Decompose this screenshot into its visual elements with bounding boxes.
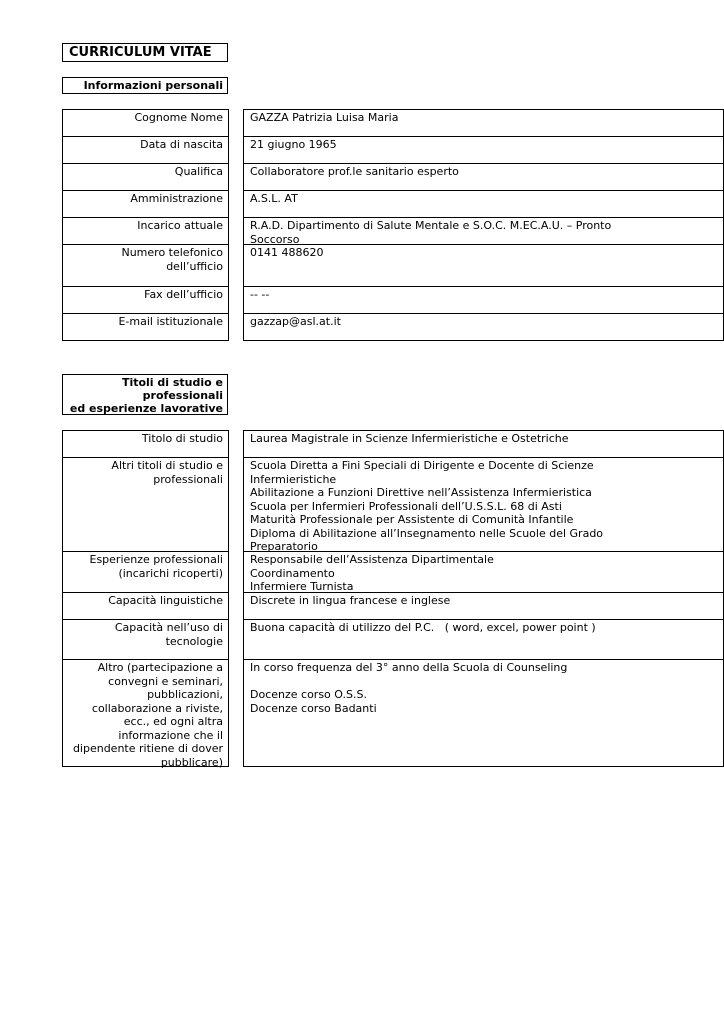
value-line: In corso frequenza del 3° anno della Scuola di Counseling	[250, 661, 568, 674]
value-line: R.A.D. Dipartimento di Salute Mentale e S.O.C. M.EC.A.U. – Pronto	[250, 219, 612, 232]
row-label: Qualifica	[62, 163, 229, 190]
row-value	[243, 217, 724, 244]
table-row	[62, 109, 662, 136]
label-line: Altri titoli di studio e	[111, 459, 223, 472]
table-row	[62, 190, 662, 217]
label-line: Capacità nell’uso di	[114, 621, 223, 634]
row-value: GAZZA Patrizia Luisa Maria	[243, 109, 724, 136]
row-value: Buona capacità di utilizzo del P.C. ( word, excel, power point )	[243, 619, 724, 659]
row-value	[243, 659, 724, 767]
value-line	[250, 675, 717, 689]
value-line: Docenze corso O.S.S.	[250, 688, 367, 701]
table-row	[62, 430, 662, 457]
label-line: dell’ufficio	[166, 259, 223, 273]
label-line: ecc., ed ogni altra	[123, 715, 223, 728]
table-row	[62, 217, 662, 244]
heading-line: ed esperienze lavorative	[69, 402, 223, 415]
label-line: Esperienze professionali	[89, 553, 223, 566]
row-label: Amministrazione	[62, 190, 229, 217]
row-label: Titolo di studio	[62, 430, 229, 457]
row-value: Laurea Magistrale in Scienze Infermieristiche e Ostetriche	[243, 430, 724, 457]
value-line: Coordinamento	[250, 566, 335, 580]
label-line: convegni e seminari,	[108, 674, 223, 688]
table-row	[62, 244, 662, 286]
value-line: Scuola per Infermieri Professionali dell’U.S.S.L. 68 di Asti	[250, 499, 562, 513]
table-row	[62, 286, 662, 313]
label-line: (incarichi ricoperti)	[118, 566, 223, 580]
value-line: Abilitazione a Funzioni Direttive nell’Assistenza Infermieristica	[250, 486, 592, 499]
label-line: dipendente ritiene di dover	[72, 742, 223, 755]
row-value: 0141 488620	[243, 244, 724, 286]
row-label: Data di nascita	[62, 136, 229, 163]
row-value	[243, 457, 724, 551]
value-line: Scuola Diretta a Fini Speciali di Dirigente e Docente di Scienze	[250, 459, 594, 472]
row-label	[62, 457, 229, 551]
value-line: Diploma di Abilitazione all’Insegnamento nelle Scuole del Grado	[250, 526, 604, 540]
value-line: Preparatorio	[250, 540, 318, 553]
section-heading-studies	[62, 374, 228, 415]
label-line: professionali	[153, 472, 223, 486]
label-line: pubblicare)	[160, 755, 223, 769]
row-label: Incarico attuale	[62, 217, 229, 244]
document-title: CURRICULUM VITAE	[62, 43, 228, 62]
table-row	[62, 592, 662, 619]
table-row	[62, 619, 662, 659]
value-line: Maturità Professionale per Assistente di Comunità Infantile	[250, 513, 574, 526]
table-row	[62, 163, 662, 190]
table-row	[62, 551, 662, 592]
row-value: A.S.L. AT	[243, 190, 724, 217]
label-line: informazione che il	[118, 728, 223, 742]
row-value: -- --	[243, 286, 724, 313]
row-label	[62, 551, 229, 592]
value-line: Infermiere Turnista	[250, 580, 354, 593]
row-label: E-mail istituzionale	[62, 313, 229, 341]
table-row	[62, 457, 662, 551]
value-line: Docenze corso Badanti	[250, 701, 377, 715]
label-line: tecnologie	[165, 634, 223, 648]
table-row	[62, 659, 662, 767]
label-line: collaborazione a riviste,	[91, 701, 223, 715]
row-label	[62, 619, 229, 659]
row-value	[243, 551, 724, 592]
label-line: Numero telefonico	[121, 246, 223, 259]
row-value: gazzap@asl.at.it	[243, 313, 724, 341]
section-heading-personal-info: Informazioni personali	[62, 77, 228, 94]
row-label: Capacità linguistiche	[62, 592, 229, 619]
label-line: Altro (partecipazione a	[97, 661, 223, 674]
row-label: Cognome Nome	[62, 109, 229, 136]
row-label	[62, 659, 229, 767]
row-label	[62, 244, 229, 286]
table-row	[62, 313, 662, 341]
value-line: Responsabile dell’Assistenza Dipartimentale	[250, 553, 494, 566]
row-value: Discrete in lingua francese e inglese	[243, 592, 724, 619]
row-value: 21 giugno 1965	[243, 136, 724, 163]
table-row	[62, 136, 662, 163]
value-line: Infermieristiche	[250, 472, 337, 486]
value-line: Soccorso	[250, 232, 300, 246]
row-value: Collaboratore prof.le sanitario esperto	[243, 163, 724, 190]
row-label: Fax dell’ufficio	[62, 286, 229, 313]
label-line: pubblicazioni,	[147, 688, 223, 701]
heading-line: professionali	[142, 389, 223, 402]
heading-line: Titoli di studio e	[121, 376, 223, 389]
